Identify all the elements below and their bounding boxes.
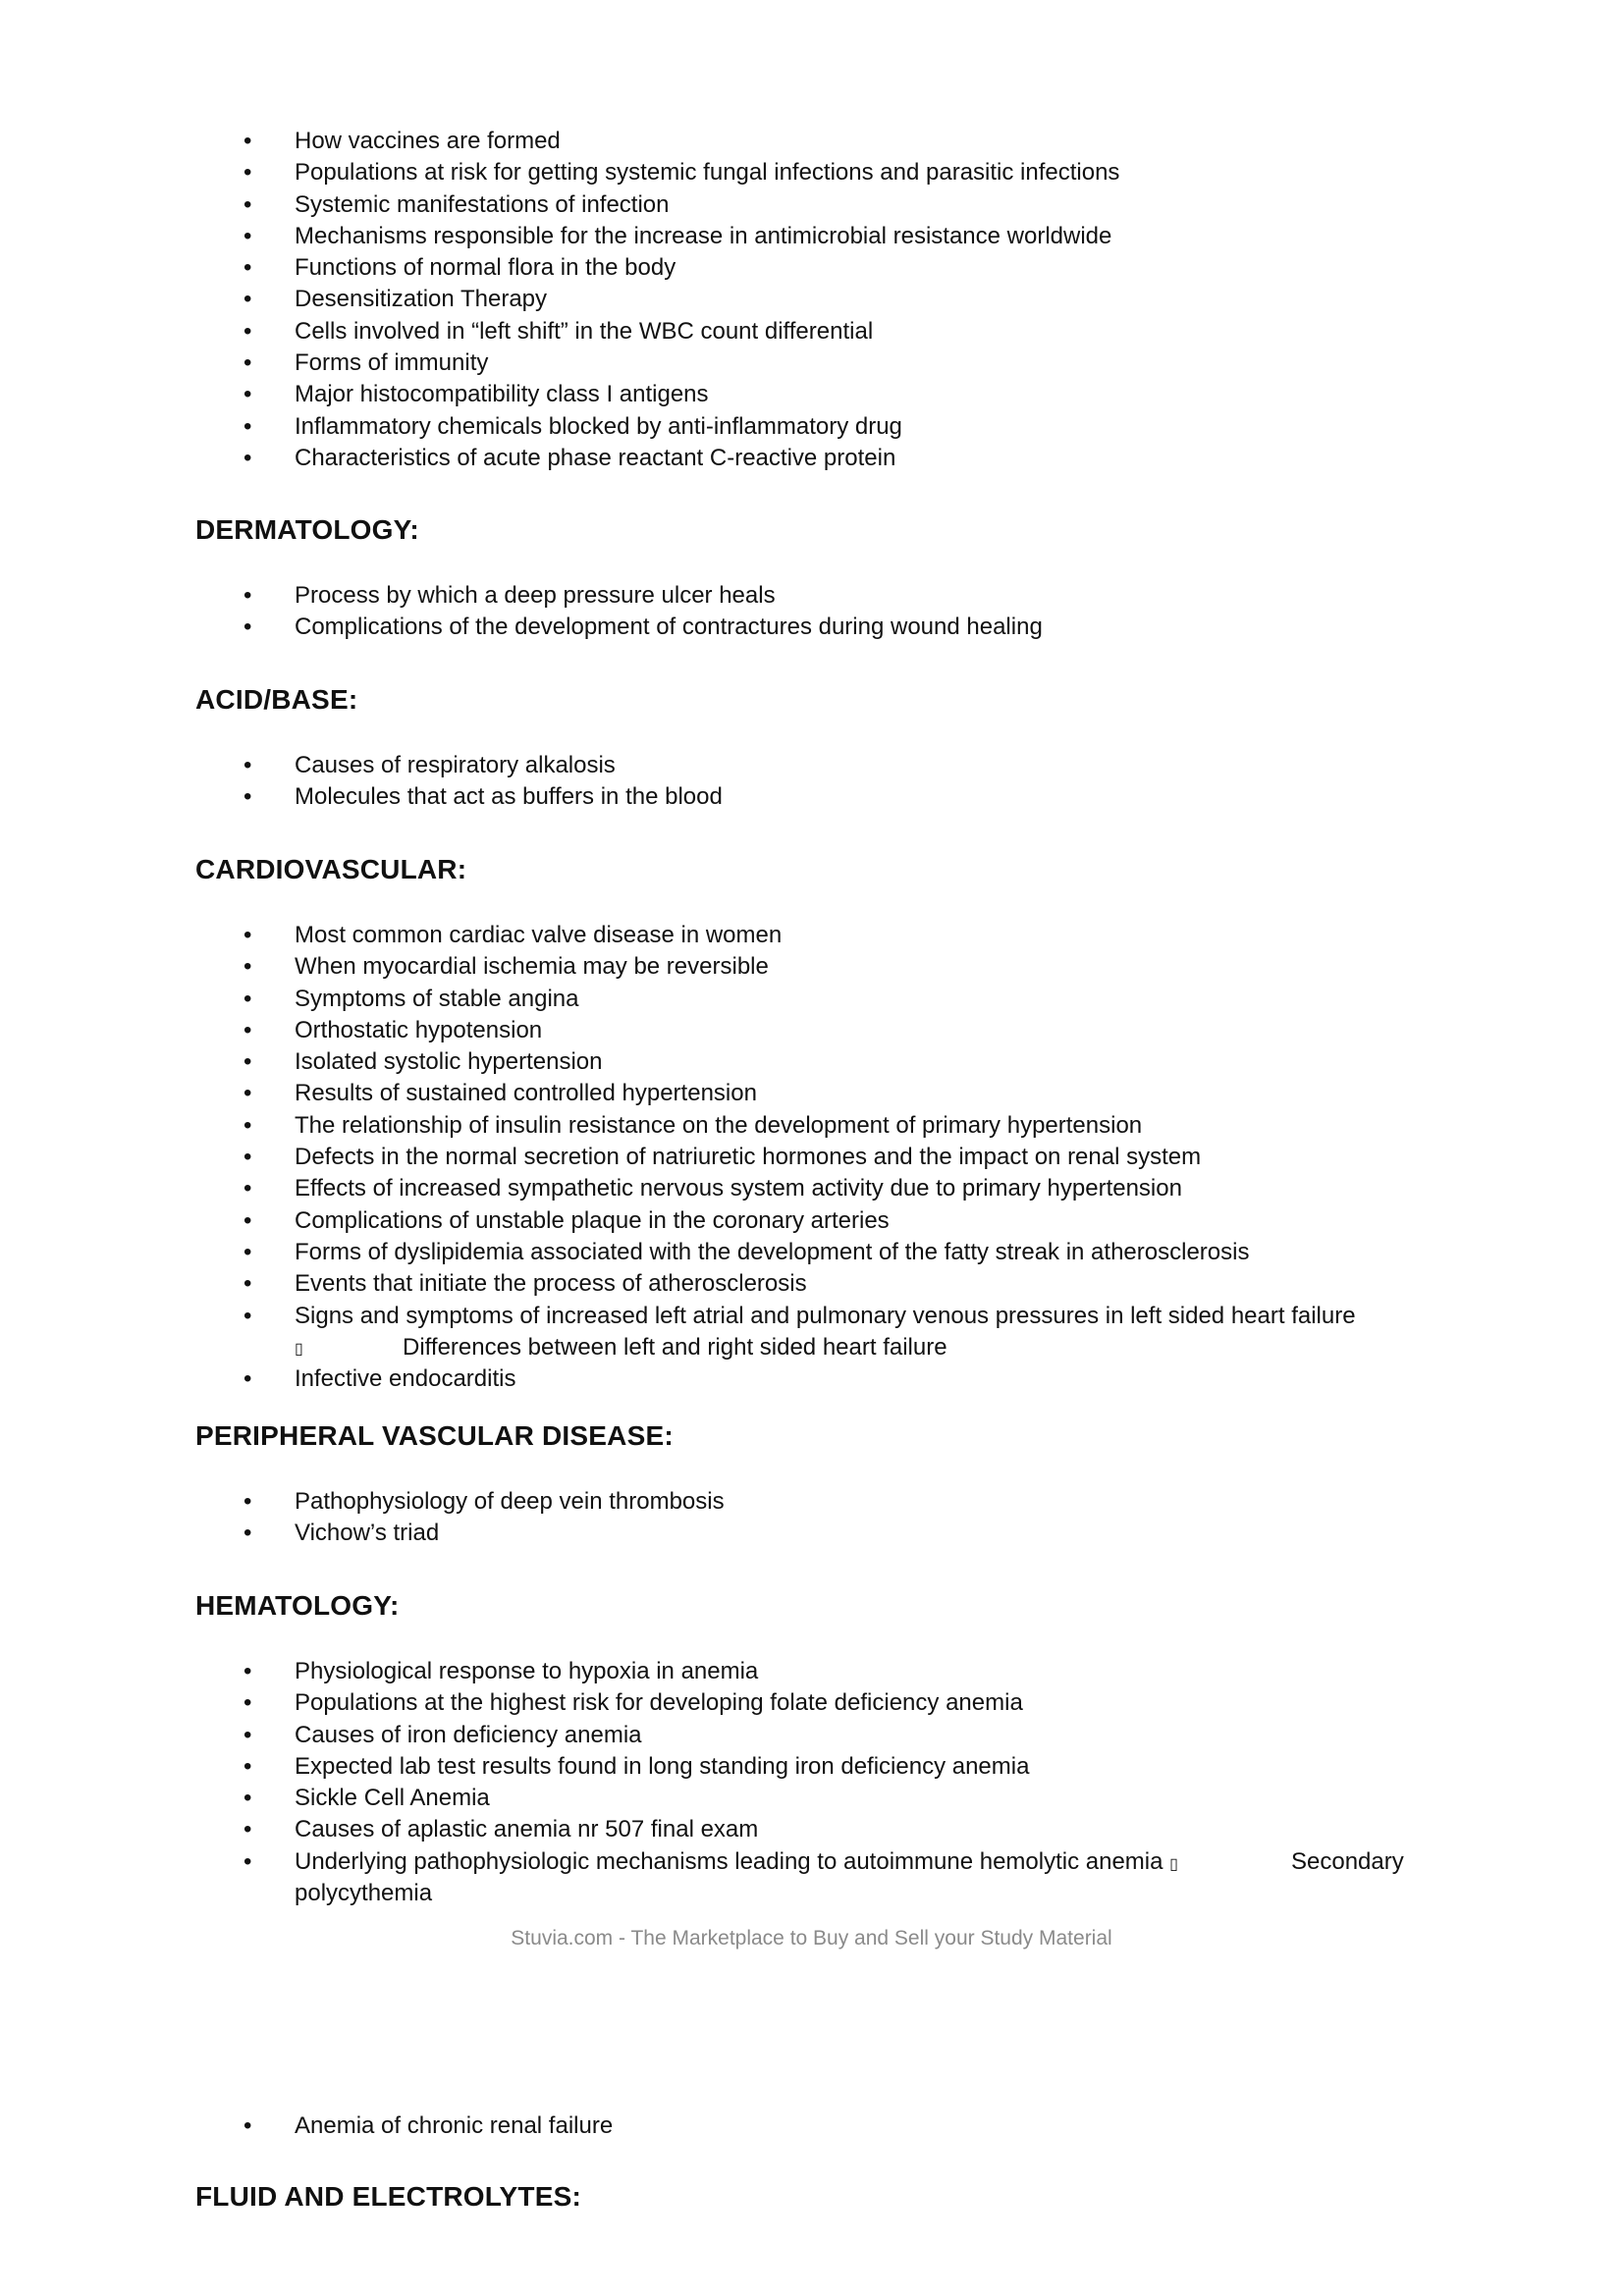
bullet: • — [243, 1520, 252, 1547]
list-item: • Physiological response to hypoxia in anemia — [0, 1656, 1623, 1687]
list-item: • Events that initiate the process of atherosclerosis — [0, 1268, 1623, 1300]
bullet: • — [243, 286, 252, 313]
list-item: • Pathophysiology of deep vein thrombosis — [0, 1486, 1623, 1518]
list-item: • Process by which a deep pressure ulcer heals — [0, 580, 1623, 612]
list-item: • Cells involved in “left shift” in the WBC count differential — [0, 316, 1623, 347]
hematology-list-continued — [0, 2110, 1623, 2142]
bullet: • — [243, 2112, 252, 2139]
list-item: • How vaccines are formed — [0, 126, 1623, 157]
peripheral-list — [0, 1486, 1623, 1550]
list-item: • The relationship of insulin resistance on the development of primary hypertension — [0, 1110, 1623, 1142]
bullet: • — [243, 1689, 252, 1717]
bullet: • — [243, 1302, 252, 1329]
list-item: • Populations at the highest risk for developing folate deficiency anemia — [0, 1687, 1623, 1719]
bullet: • — [243, 190, 252, 218]
bullet: • — [243, 1721, 252, 1748]
page-footer: Stuvia.com - The Marketplace to Buy and Sell your Study Material — [511, 1927, 1112, 1949]
list-item: • Inflammatory chemicals blocked by anti-inflammatory drug — [0, 411, 1623, 443]
list-item: • Causes of respiratory alkalosis — [0, 750, 1623, 781]
bullet: • — [243, 444, 252, 471]
bullet: • — [243, 349, 252, 377]
hematology-list — [0, 1656, 1623, 1907]
list-item: • Complications of the development of contractures during wound healing — [0, 612, 1623, 643]
bullet: • — [243, 1048, 252, 1076]
list-item: • Sickle Cell Anemia — [0, 1783, 1623, 1814]
list-item: • Effects of increased sympathetic nervous system activity due to primary hypertension — [0, 1173, 1623, 1204]
sub-list-item: ▯ Differences between left and right sided heart failure — [0, 1332, 1623, 1363]
cardiovascular-list — [0, 920, 1623, 1395]
list-item: • Forms of dyslipidemia associated with the development of the fatty streak in atherosclerosis — [0, 1237, 1623, 1268]
dermatology-list — [0, 580, 1623, 644]
list-item: • Orthostatic hypotension — [0, 1015, 1623, 1046]
list-item: • Major histocompatibility class I antigens — [0, 379, 1623, 410]
list-item: • Most common cardiac valve disease in women — [0, 920, 1623, 951]
list-item: • Expected lab test results found in long standing iron deficiency anemia — [0, 1751, 1623, 1783]
bullet: • — [243, 381, 252, 408]
bullet: • — [243, 412, 252, 440]
list-item: • Molecules that act as buffers in the blood — [0, 781, 1623, 813]
list-item: • Isolated systolic hypertension — [0, 1046, 1623, 1078]
list-item: • Complications of unstable plaque in the coronary arteries — [0, 1205, 1623, 1237]
bullet: • — [243, 1365, 252, 1393]
bullet: • — [243, 1175, 252, 1202]
list-item: • Defects in the normal secretion of natriuretic hormones and the impact on renal system — [0, 1142, 1623, 1173]
bullet: • — [243, 254, 252, 282]
bullet: • — [243, 783, 252, 811]
bullet: • — [243, 1752, 252, 1780]
section-heading-peripheral-vascular: PERIPHERAL VASCULAR DISEASE: — [195, 1420, 674, 1451]
acid-base-list — [0, 750, 1623, 814]
bullet: • — [243, 1816, 252, 1843]
bullet: • — [243, 1080, 252, 1107]
list-item: • Causes of iron deficiency anemia — [0, 1720, 1623, 1751]
list-item: • Characteristics of acute phase reactant C-reactive protein — [0, 443, 1623, 474]
bullet: • — [243, 1206, 252, 1234]
list-item: • Desensitization Therapy — [0, 284, 1623, 315]
bullet: • — [243, 128, 252, 154]
bullet: • — [243, 1785, 252, 1812]
list-item: • Mechanisms responsible for the increase in antimicrobial resistance worldwide — [0, 221, 1623, 252]
bullet: • — [243, 222, 252, 249]
bullet: • — [243, 1270, 252, 1298]
bullet: • — [243, 1658, 252, 1684]
list-item: • Anemia of chronic renal failure — [0, 2110, 1623, 2142]
bullet: • — [243, 953, 252, 981]
missing-glyph-icon: ▯ — [1169, 1855, 1178, 1873]
list-item: • Causes of aplastic anemia nr 507 final exam — [0, 1814, 1623, 1845]
bullet: • — [243, 317, 252, 345]
intro-list — [0, 126, 1623, 474]
list-item: • When myocardial ischemia may be reversible — [0, 951, 1623, 983]
list-item: • Systemic manifestations of infection — [0, 189, 1623, 221]
list-item: • Results of sustained controlled hypertension — [0, 1078, 1623, 1109]
bullet: • — [243, 582, 252, 609]
section-heading-fluid-electrolytes: FLUID AND ELECTROLYTES: — [195, 2181, 581, 2212]
list-item: • Infective endocarditis — [0, 1363, 1623, 1395]
section-heading-hematology: HEMATOLOGY: — [195, 1590, 400, 1621]
bullet: • — [243, 614, 252, 641]
section-heading-dermatology: DERMATOLOGY: — [195, 514, 419, 545]
section-heading-cardiovascular: CARDIOVASCULAR: — [195, 854, 467, 884]
bullet: • — [243, 1111, 252, 1139]
bullet: • — [243, 1488, 252, 1515]
bullet: • — [243, 985, 252, 1012]
list-item: • Vichow’s triad — [0, 1518, 1623, 1549]
bullet: • — [243, 159, 252, 187]
section-heading-acid-base: ACID/BASE: — [195, 684, 358, 715]
bullet: • — [243, 1016, 252, 1043]
list-item: • Populations at risk for getting systemic fungal infections and parasitic infections — [0, 157, 1623, 188]
list-item: • Signs and symptoms of increased left atrial and pulmonary venous pressures in left sided heart failure — [0, 1301, 1623, 1332]
missing-glyph-icon: ▯ — [295, 1340, 303, 1358]
list-item: • Functions of normal flora in the body — [0, 252, 1623, 284]
bullet: • — [243, 922, 252, 948]
list-item: • Forms of immunity — [0, 347, 1623, 379]
bullet: • — [243, 1238, 252, 1265]
list-item: • Symptoms of stable angina — [0, 984, 1623, 1015]
bullet: • — [243, 752, 252, 778]
bullet: • — [243, 1144, 252, 1171]
bullet: • — [243, 1847, 252, 1875]
list-item: • Underlying pathophysiologic mechanisms leading to autoimmune hemolytic anemia ▯ Secondary polycythemia — [243, 1847, 1404, 1907]
